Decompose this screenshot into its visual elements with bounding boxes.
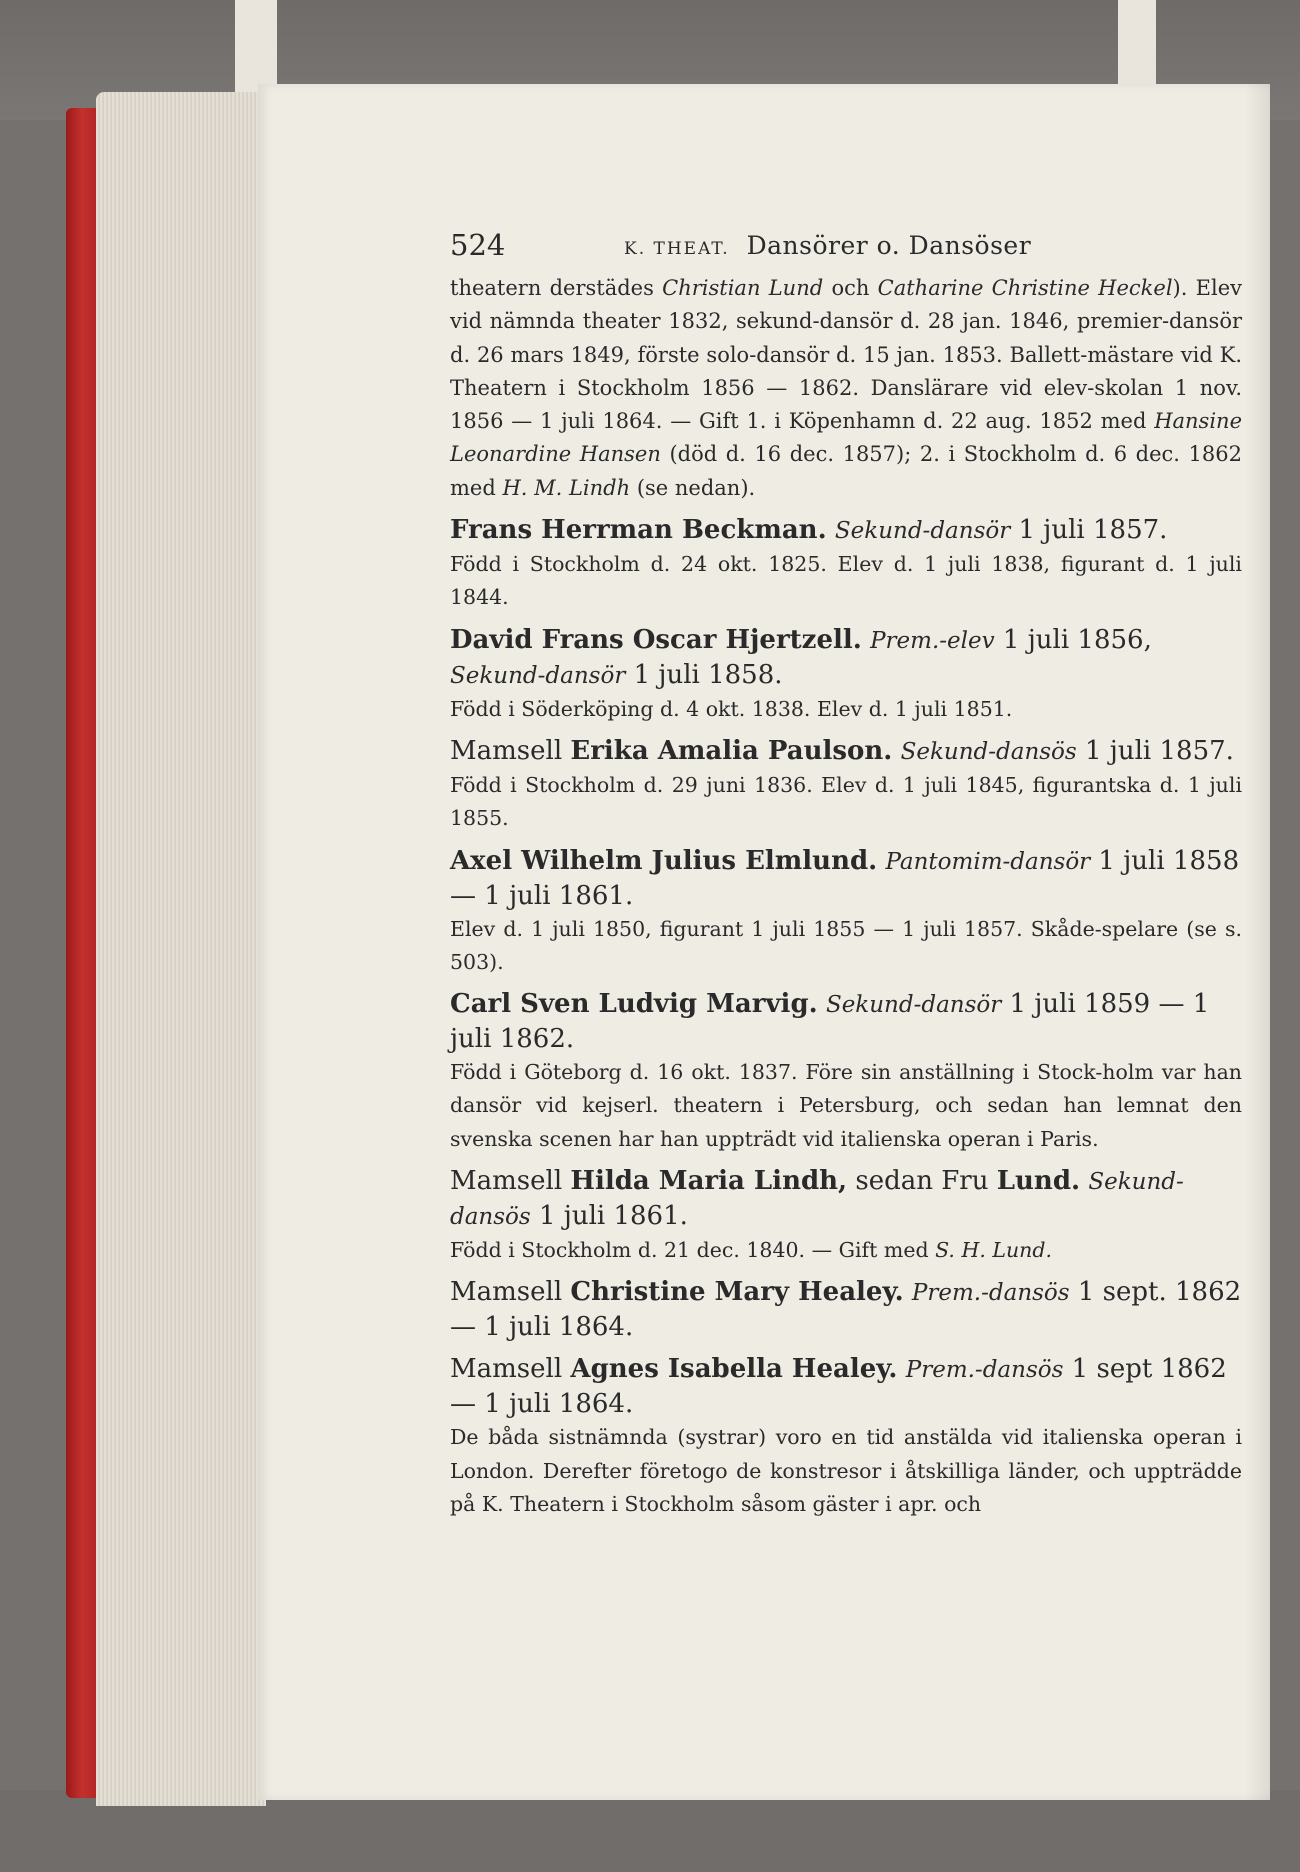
entry-agnes-healey — [450, 1352, 1242, 1521]
intro-text: och — [823, 276, 878, 300]
entry-details: Elev d. 1 juli 1850, figurant 1 juli 1855 — 1 juli 1857. Skåde-spelare (se s. 503). — [450, 916, 1242, 974]
entry-heading — [450, 513, 1242, 548]
entry-lindh — [450, 1164, 1242, 1267]
entry-heading — [450, 734, 1242, 769]
entry-heading — [450, 844, 1242, 913]
entry-heading — [450, 987, 1242, 1056]
entry-dates: 1 juli 1861. — [530, 1201, 688, 1232]
entry-dates: 1 juli 1857. — [1010, 515, 1168, 546]
running-head — [624, 231, 1031, 260]
intro-italic-name: Christian Lund — [662, 276, 824, 300]
entry-name: Christine Mary Healey. — [570, 1277, 904, 1308]
running-head-title: Dansörer o. Dansöser — [746, 231, 1032, 260]
running-head-abbrev: K. THEAT. — [624, 239, 730, 259]
entry-role: Sekund-dansör — [825, 992, 1002, 1019]
entry-dates: 1 sept. 1862 — 1 juli 1864. — [450, 1277, 1242, 1343]
entry-role: Sekund-dansör — [450, 662, 626, 689]
intro-italic-name: H. M. Lindh — [502, 475, 631, 500]
entry-name: Frans Herrman Beckman. — [450, 515, 827, 546]
entry-name: Hilda Maria Lindh, — [570, 1166, 848, 1197]
page-header — [450, 228, 1242, 272]
entry-beckman — [450, 513, 1242, 615]
entry-role: Pantomim-dansör — [885, 848, 1091, 875]
entry-paulson — [450, 734, 1242, 836]
entry-marvig — [450, 987, 1242, 1156]
entry-name: Lund. — [996, 1166, 1081, 1197]
entry-details: De båda sistnämnda (systrar) voro en tid anstälda vid italienska operan i London. Derefter företogo de konstresor i åtskilliga länder, och uppträdde på K. Theatern i Stockholm såsom gäster i apr. och — [450, 1425, 1242, 1516]
entry-heading — [450, 1275, 1242, 1344]
entry-details: Född i Göteborg d. 16 okt. 1837. Före sin anställning i Stock-holm var han dansör vid kejserl. theatern i Petersburg, och sedan han lemnat den svenska scenen har han uppträdt vid italienska operan i Paris. — [450, 1060, 1242, 1151]
page-shadow — [1245, 84, 1270, 1800]
entry-role: Sekund-dansös — [450, 1169, 1184, 1231]
entry-details: Född i Stockholm d. 24 okt. 1825. Elev d. 1 juli 1838, figurant d. 1 juli 1844. — [450, 552, 1242, 610]
entry-dates: 1 juli 1859 — 1 juli 1862. — [450, 989, 1210, 1055]
intro-text: (död d. 16 dec. 1857); 2. i Stockholm d. 6 dec. 1862 med — [450, 442, 1242, 500]
entry-role: Sekund-dansör — [834, 518, 1011, 545]
entry-dates: 1 juli 1858. — [625, 659, 783, 690]
entry-role: Sekund-dansös — [900, 738, 1077, 765]
entry-name: Agnes Isabella Healey. — [570, 1354, 898, 1385]
entry-role: Prem.-dansös — [911, 1280, 1070, 1307]
entry-heading — [450, 1352, 1242, 1421]
entry-name: Erika Amalia Paulson. — [570, 735, 893, 766]
entry-prefix: Mamsell — [450, 1277, 571, 1308]
entry-prefix: Mamsell — [450, 1166, 571, 1197]
intro-text: theatern derstädes — [450, 276, 663, 300]
entry-hjertzell — [450, 623, 1242, 726]
entry-details — [450, 1234, 1242, 1267]
intro-italic-name: Catharine Christine Heckel — [877, 276, 1173, 300]
entry-name: Carl Sven Ludvig Marvig. — [450, 989, 818, 1020]
entry-elmlund — [450, 844, 1242, 980]
entry-details: Född i Stockholm d. 29 juni 1836. Elev d. 1 juli 1845, figurantska d. 1 juli 1855. — [450, 772, 1242, 831]
entry-role: Prem.-dansös — [905, 1357, 1064, 1384]
page-content — [450, 228, 1242, 1521]
entry-dates: 1 juli 1858 — 1 juli 1861. — [450, 845, 1240, 911]
entry-dates: 1 juli 1856, — [994, 624, 1152, 655]
entry-details-italic: S. H. Lund. — [935, 1238, 1053, 1263]
entry-name: Axel Wilhelm Julius Elmlund. — [450, 845, 878, 876]
entry-prefix: Mamsell — [450, 735, 571, 766]
page-edges — [96, 92, 266, 1806]
entry-details: Född i Söderköping d. 4 okt. 1838. Elev d. 1 juli 1851. — [450, 696, 1013, 721]
entry-dates: 1 sept 1862 — 1 juli 1864. — [450, 1354, 1227, 1420]
intro-text: (se nedan). — [630, 475, 756, 500]
entry-dates: 1 juli 1857. — [1076, 735, 1234, 766]
entry-name: David Frans Oscar Hjertzell. — [450, 624, 862, 655]
intro-text: ). Elev vid nämnda theater 1832, sekund-dansör d. 28 jan. 1846, premier-dansör d. 26 mars 1849, förste solo-dansör d. 15 jan. 1853. Ballett-mästare vid K. Theatern i Stockholm 1856 — 1862. Danslärare vid elev-skolan 1 nov. 1856 — 1 juli 1864. — Gift 1. i Köpenhamn d. 22 aug. 1852 med — [450, 276, 1243, 434]
entry-role: Prem.-elev — [870, 627, 995, 654]
intro-paragraph — [450, 272, 1242, 505]
entry-christine-healey — [450, 1275, 1242, 1344]
entry-heading — [450, 623, 1242, 693]
entry-heading — [450, 1164, 1242, 1234]
entry-details-text: Född i Stockholm d. 21 dec. 1840. — Gift med — [450, 1238, 936, 1263]
entry-prefix: sedan Fru — [847, 1166, 997, 1197]
entry-prefix: Mamsell — [450, 1354, 571, 1385]
page-number: 524 — [450, 228, 506, 262]
intro-italic-name: Hansine Leonardine Hansen — [450, 409, 1242, 467]
